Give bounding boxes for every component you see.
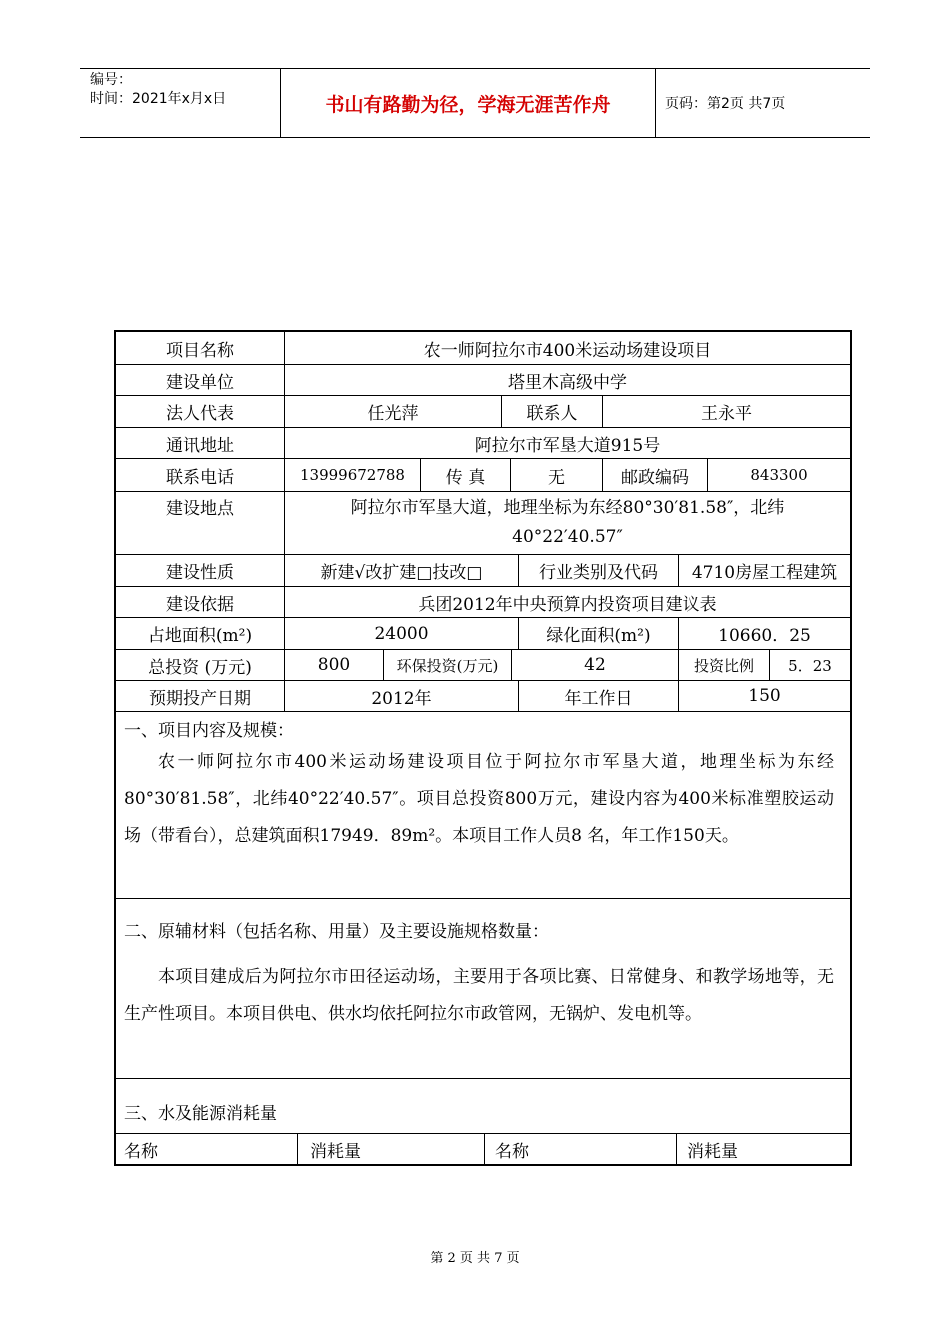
section-project-content	[116, 712, 850, 899]
label-legal-rep: 法人代表	[166, 404, 234, 424]
value-area: 24000	[284, 618, 518, 649]
label-postcode: 邮政编码	[602, 459, 707, 491]
value-project-name: 农一师阿拉尔市400米运动场建设项目	[284, 332, 850, 364]
label-unit: 建设单位	[166, 372, 234, 393]
section-materials	[116, 899, 850, 1079]
value-nature: 新建√改扩建□技改□	[284, 555, 518, 586]
energy-col-usage-1: 消耗量	[297, 1134, 484, 1164]
label-green: 绿化面积(m²)	[518, 618, 678, 649]
label-area: 占地面积(m²)	[147, 626, 253, 646]
label-invest-ratio: 投资比例	[678, 650, 769, 680]
header-meta	[80, 69, 280, 137]
row-project-name	[116, 332, 850, 365]
row-investment	[116, 650, 850, 681]
energy-table-header	[116, 1134, 850, 1164]
value-env-investment: 42	[511, 650, 678, 680]
value-site: 阿拉尔市军垦大道，地理坐标为东经80°30′81.58″，北纬40°22′40.57″	[284, 492, 850, 554]
energy-col-name-2: 名称	[484, 1134, 676, 1164]
label-workdays: 年工作日	[518, 681, 678, 711]
section1-body: 农一师阿拉尔市400米运动场建设项目位于阿拉尔市军垦大道，地理坐标为东经80°30′81.58″，北纬40°22′40.57″。项目总投资800万元，建设内容为400米标准塑胶运动场（带看台），总建筑面积17949．89m²。本项目工作人员8 名，年工作150天。	[124, 752, 834, 846]
label-investment: 总投资 (万元)	[148, 657, 252, 678]
label-project-name: 项目名称	[166, 340, 234, 361]
value-industry: 4710房屋工程建筑	[678, 555, 850, 586]
label-industry: 行业类别及代码	[518, 555, 678, 586]
label-phone: 联系电话	[166, 467, 234, 488]
row-site	[116, 492, 850, 555]
value-invest-ratio: 5．23	[769, 650, 850, 680]
row-legal-rep	[116, 396, 850, 428]
header-motto: 书山有路勤为径，学海无涯苦作舟	[280, 69, 656, 137]
label-basis: 建设依据	[166, 594, 234, 615]
value-address: 阿拉尔市军垦大道915号	[284, 428, 850, 458]
value-postcode: 843300	[707, 459, 850, 491]
section2-title: 二、原辅材料（包括名称、用量）及主要设施规格数量：	[124, 922, 549, 942]
label-address: 通讯地址	[166, 435, 234, 456]
value-fax: 无	[510, 459, 602, 491]
label-production-date: 预期投产日期	[149, 688, 251, 709]
value-contact: 王永平	[602, 396, 850, 427]
page-header	[80, 68, 870, 138]
value-production-date: 2012年	[284, 681, 518, 711]
section1-title: 一、项目内容及规模：	[124, 721, 294, 741]
project-info-form	[114, 330, 852, 1166]
energy-col-name-1: 名称	[124, 1141, 158, 1162]
document-time: 时间：2021年x月x日	[90, 91, 227, 107]
label-env-investment: 环保投资(万元)	[383, 650, 511, 680]
label-nature: 建设性质	[166, 563, 234, 583]
value-basis: 兵团2012年中央预算内投资项目建议表	[284, 587, 850, 617]
label-fax: 传 真	[420, 459, 510, 491]
document-number: 编号：	[90, 72, 132, 88]
value-green: 10660．25	[678, 618, 850, 649]
value-phone: 13999672788	[284, 459, 420, 491]
row-unit	[116, 365, 850, 396]
label-contact: 联系人	[501, 396, 602, 427]
header-page-info: 页码：第2页 共7页	[665, 96, 786, 112]
row-address	[116, 428, 850, 459]
label-site: 建设地点	[166, 499, 234, 519]
value-legal-rep: 任光萍	[284, 396, 501, 427]
value-unit: 塔里木高级中学	[284, 365, 850, 395]
row-phone	[116, 459, 850, 492]
row-production-date	[116, 681, 850, 712]
value-investment: 800	[284, 650, 383, 680]
section3-title: 三、水及能源消耗量	[124, 1104, 277, 1124]
section2-body: 本项目建成后为阿拉尔市田径运动场，主要用于各项比赛、日常健身、和教学场地等，无生产性项目。本项目供电、供水均依托阿拉尔市政管网，无锅炉、发电机等。	[124, 967, 834, 1024]
row-area	[116, 618, 850, 650]
row-nature	[116, 555, 850, 587]
section-energy	[116, 1079, 850, 1134]
value-workdays: 150	[678, 681, 850, 711]
energy-col-usage-2: 消耗量	[676, 1134, 850, 1164]
row-basis	[116, 587, 850, 618]
page-footer: 第 2 页 共 7 页	[430, 1251, 520, 1266]
